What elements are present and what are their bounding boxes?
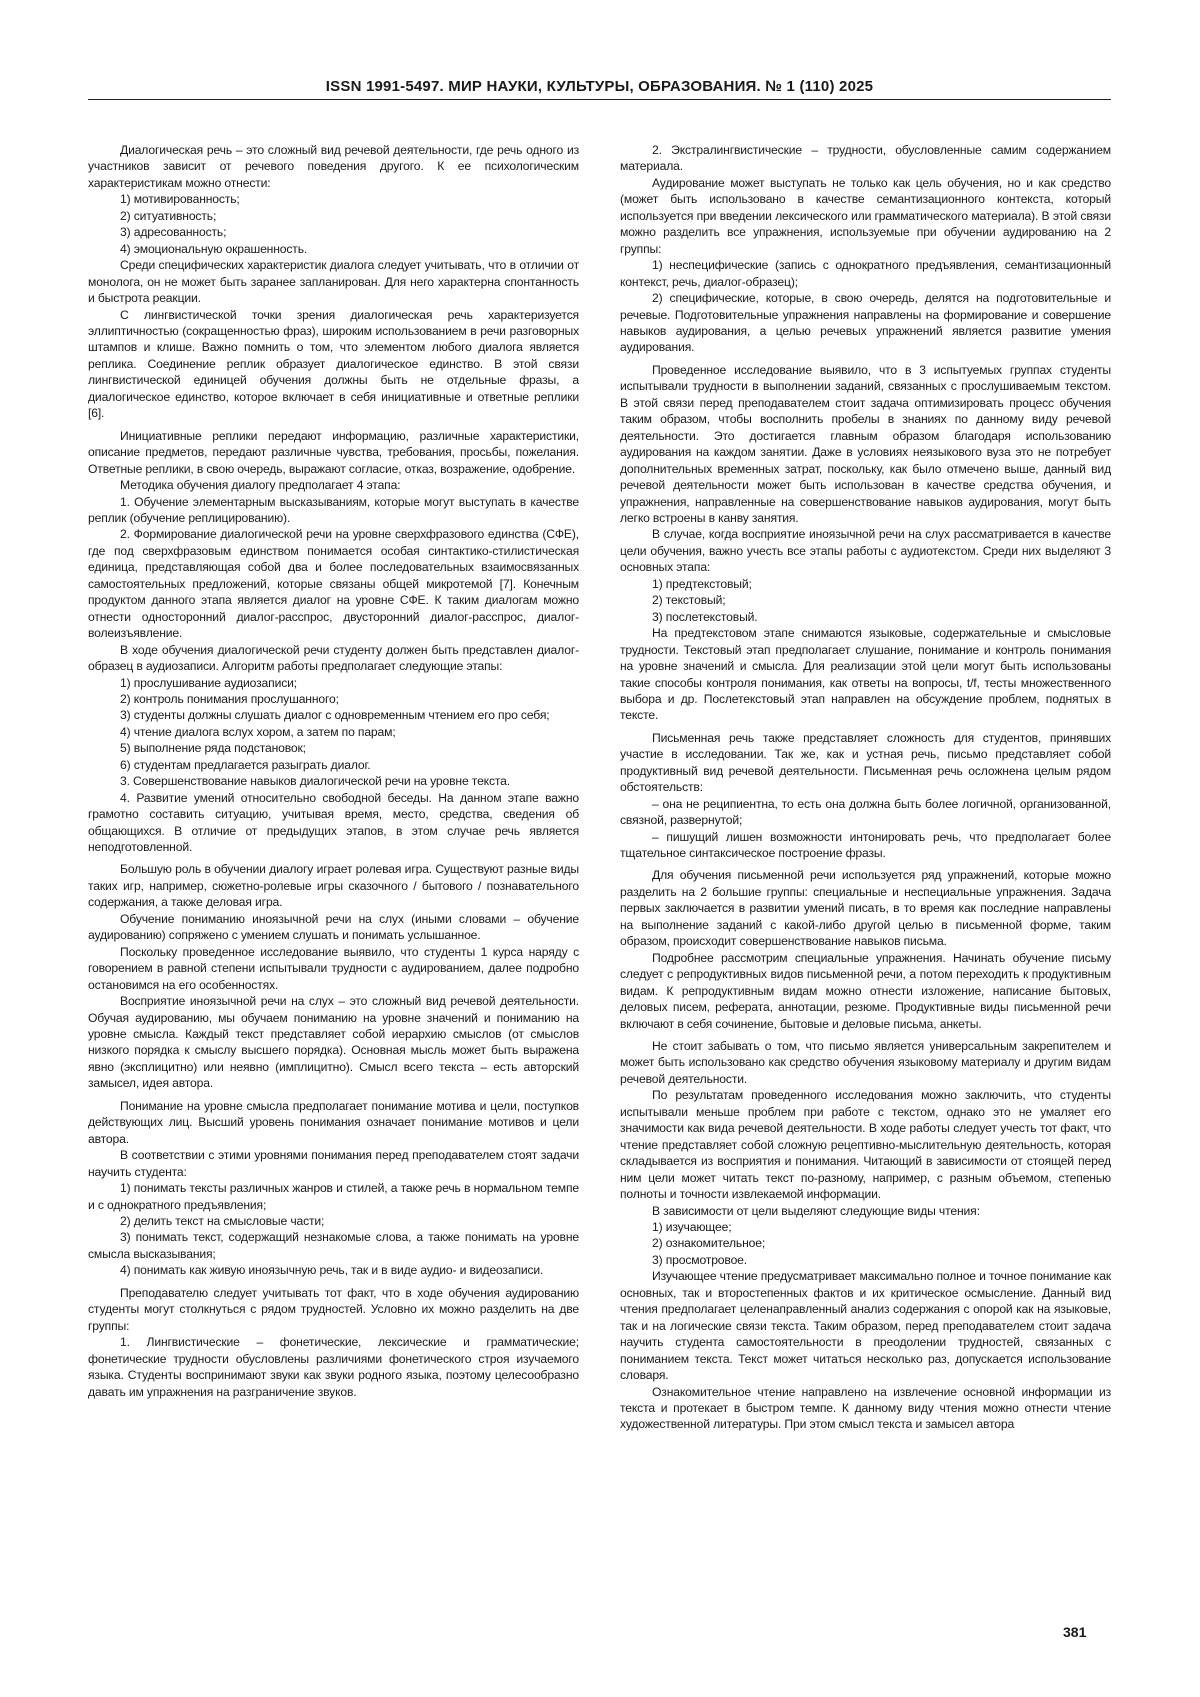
journal-header: ISSN 1991-5497. МИР НАУКИ, КУЛЬТУРЫ, ОБРАЗОВАНИЯ. № 1 (110) 2025 bbox=[88, 78, 1111, 95]
list-item: 2) делить текст на смысловые части; bbox=[88, 1213, 579, 1229]
list-item: 5) выполнение ряда подстановок; bbox=[88, 740, 579, 756]
paragraph: Проведенное исследование выявило, что в 3 испытуемых группах студенты испытывали трудности в выполнении заданий, связанных с прослушиваемым текстом. В этой связи перед преподавателем стоит задача оптимизировать процесс обучения таким образом, чтобы восполнить пробелы в знаниях по данному виду речевой деятельности. Это достигается главным образом благодаря использованию аудирования на каждом занятии. Даже в условиях неязыкового вуза это не потребует дополнительных временных затрат, поскольку, как было отмечено выше, данный вид речевой деятельности может быть использован в качестве средства обучения, и упражнения, направленные на совершенствование навыков аудирования, могут быть легко встроены в канву занятия. bbox=[620, 362, 1111, 527]
list-item: 1) прослушивание аудиозаписи; bbox=[88, 675, 579, 691]
paragraph: Диалогическая речь – это сложный вид речевой деятельности, где речь одного из участников зависит от речевого поведения другого. К ее психологическим характеристикам можно отнести: bbox=[88, 142, 579, 191]
list-item: 2) специфические, которые, в свою очередь, делятся на подготовительные и речевые. Подготовительные упражнения направлены на формирование и совершение навыков аудирования, а целью речевых упражнений является развитие умения аудирования. bbox=[620, 290, 1111, 356]
paragraph: Поскольку проведенное исследование выявило, что студенты 1 курса наряду с говорением в равной степени испытывали трудности с аудированием, далее подробно остановимся на его особенностях. bbox=[88, 944, 579, 993]
paragraph: 3. Совершенствование навыков диалогической речи на уровне текста. bbox=[88, 773, 579, 789]
list-item: 2) контроль понимания прослушанного; bbox=[88, 691, 579, 707]
list-item: 2) текстовый; bbox=[620, 592, 1111, 608]
paragraph: Письменная речь также представляет сложность для студентов, принявших участие в исследовании. Так же, как и устная речь, письмо представляет собой продуктивный вид речевой деятельности. Письменная речь осложнена целым рядом обстоятельств: bbox=[620, 730, 1111, 796]
paragraph: Большую роль в обучении диалогу играет ролевая игра. Существуют разные виды таких игр, например, сюжетно-ролевые игры сказочного / бытового / познавательного содержания, а также деловая игра. bbox=[88, 861, 579, 910]
paragraph: В соответствии с этими уровнями понимания перед преподавателем стоят задачи научить студента: bbox=[88, 1147, 579, 1180]
list-item: 3) студенты должны слушать диалог с одновременным чтением его про себя; bbox=[88, 707, 579, 723]
paragraph: 2. Формирование диалогической речи на уровне сверхфразового единства (СФЕ), где под сверхфразовым единством понимается особая синтактико-стилистическая единица, представляющая собой два и более последовательных взаимосвязанных самостоятельных предложений, которые связаны общей микротемой [7]. Конечным продуктом данного этапа является диалог на уровне СФЕ. К таким диалогам можно отнести односторонний диалог-расспрос, двусторонний диалог-расспрос, диалог-волеизъявление. bbox=[88, 526, 579, 641]
paragraph: Подробнее рассмотрим специальные упражнения. Начинать обучение письму следует с репродуктивных видов письменной речи, а потом переходить к продуктивным видам. К репродуктивным видам можно отнести изложение, написание бытовых, деловых писем, реферата, аннотации, резюме. Продуктивные виды письменной речи включают в себя сочинение, бытовые и деловые письма, анкеты. bbox=[620, 950, 1111, 1032]
paragraph: Инициативные реплики передают информацию, различные характеристики, описание предметов, передают различные чувства, требования, просьбы, пожелания. Ответные реплики, в свою очередь, выражают согласие, отказ, возражение, одобрение. bbox=[88, 428, 579, 477]
list-item: 3) понимать текст, содержащий незнакомые слова, а также понимать на уровне смысла высказывания; bbox=[88, 1229, 579, 1262]
paragraph: Понимание на уровне смысла предполагает понимание мотива и цели, поступков действующих лиц. Высший уровень понимания означает понимание мотивов и цели автора. bbox=[88, 1098, 579, 1147]
paragraph: Восприятие иноязычной речи на слух – это сложный вид речевой деятельности. Обучая аудированию, мы обучаем пониманию на уровне значений и пониманию на уровне смысла. Каждый текст представляет собой иерархию смыслов (от смыслов низкого порядка к смыслу высшего порядка). Основная мысль может быть выражена явно (эксплицитно) или неявно (имплицитно). Смысл всего текста – есть авторский замысел, идея автора. bbox=[88, 993, 579, 1092]
paragraph: Не стоит забывать о том, что письмо является универсальным закрепителем и может быть использовано как средство обучения языковому материалу и другим видам речевой деятельности. bbox=[620, 1038, 1111, 1087]
list-item: 1) изучающее; bbox=[620, 1219, 1111, 1235]
paragraph: 4. Развитие умений относительно свободной беседы. На данном этапе важно грамотно составить ситуацию, учитывая время, место, средства, сведения об общающихся. В отличие от предыдущих этапов, в этом случае речь является неподготовленной. bbox=[88, 790, 579, 856]
paragraph: Изучающее чтение предусматривает максимально полное и точное понимание как основных, так и второстепенных фактов и их критическое осмысление. Данный вид чтения предполагает целенаправленный анализ содержания с опорой как на языковые, так и на логические связи текста. Таким образом, перед преподавателем стоит задача научить студента самостоятельности в преодолении трудностей, связанных с пониманием текста. Текст может читаться несколько раз, допускается использование словаря. bbox=[620, 1268, 1111, 1383]
paragraph: Аудирование может выступать не только как цель обучения, но и как средство (может быть использовано в качестве семантизационного контекста, который используется при введении лексического или грамматического материала). В этой связи можно разделить все упражнения, используемые при обучении аудированию на 2 группы: bbox=[620, 175, 1111, 257]
list-item: 1) понимать тексты различных жанров и стилей, а также речь в нормальном темпе и с однократного предъявления; bbox=[88, 1180, 579, 1213]
paragraph: Для обучения письменной речи используется ряд упражнений, которые можно разделить на 2 большие группы: специальные и неспециальные упражнения. Задача первых заключается в развитии умений писать, в то время как последние направлены на выполнение заданий с какой-либо другой целью в письменной форме, таким образом, происходит совершенствование навыков письма. bbox=[620, 867, 1111, 949]
paragraph: В зависимости от цели выделяют следующие виды чтения: bbox=[620, 1203, 1111, 1219]
list-item: 6) студентам предлагается разыграть диалог. bbox=[88, 757, 579, 773]
paragraph: Среди специфических характеристик диалога следует учитывать, что в отличии от монолога, он не может быть заранее запланирован. Для него характерна спонтанность и быстрота реакции. bbox=[88, 257, 579, 306]
list-item: 1) мотивированность; bbox=[88, 191, 579, 207]
paragraph: 1. Обучение элементарным высказываниям, которые могут выступать в качестве реплик (обучение реплицированию). bbox=[88, 494, 579, 527]
list-item: 2) ознакомительное; bbox=[620, 1235, 1111, 1251]
paragraph: В случае, когда восприятие иноязычной речи на слух рассматривается в качестве цели обучения, важно учесть все этапы работы с аудиотекстом. Среди них выделяют 3 основных этапа: bbox=[620, 526, 1111, 575]
list-item: – пишущий лишен возможности интонировать речь, что предполагает более тщательное синтаксическое построение фразы. bbox=[620, 829, 1111, 862]
header-rule bbox=[88, 99, 1111, 100]
paragraph: 1. Лингвистические – фонетические, лексические и грамматические; фонетические трудности обусловлены различиями фонетического строя изучаемого языка. Студенты воспринимают звуки как звуки родного языка, поэтому целесообразно давать им упражнения на разграничение звуков. bbox=[88, 1334, 579, 1400]
paragraph: Ознакомительное чтение направлено на извлечение основной информации из текста и протекает в быстром темпе. К данному виду чтения можно отнести чтение художественной литературы. При этом смысл текста и замысел автора bbox=[620, 1384, 1111, 1433]
paragraph: Методика обучения диалогу предполагает 4 этапа: bbox=[88, 477, 579, 493]
list-item: 3) адресованность; bbox=[88, 224, 579, 240]
page-number: 381 bbox=[1063, 1624, 1086, 1640]
list-item: 4) эмоциональную окрашенность. bbox=[88, 241, 579, 257]
paragraph: По результатам проведенного исследования можно заключить, что студенты испытывали меньше проблем при работе с текстом, однако это не умаляет его значимости как вида речевой деятельности. В ходе работы следует учесть тот факт, что чтение представляет собой сложную рецептивно-мыслительную деятельность, которая складывается из восприятия и понимания. Читающий в зависимости от стоящей перед ним цели может читать текст по-разному, например, с разным объемом, степенью полноты и точности извлекаемой информации. bbox=[620, 1087, 1111, 1202]
paragraph: Преподавателю следует учитывать тот факт, что в ходе обучения аудированию студенты могут столкнуться с рядом трудностей. Условно их можно разделить на две группы: bbox=[88, 1285, 579, 1334]
list-item: 4) понимать как живую иноязычную речь, так и в виде аудио- и видеозаписи. bbox=[88, 1262, 579, 1278]
list-item: 4) чтение диалога вслух хором, а затем по парам; bbox=[88, 724, 579, 740]
paragraph: 2. Экстралингвистические – трудности, обусловленные самим содержанием материала. bbox=[620, 142, 1111, 175]
right-column bbox=[620, 142, 1111, 1433]
list-item: 1) неспецифические (запись с однократного предъявления, семантизационный контекст, речь, диалог-образец); bbox=[620, 257, 1111, 290]
list-item: 2) ситуативность; bbox=[88, 208, 579, 224]
left-column bbox=[88, 142, 579, 1400]
paragraph: Обучение пониманию иноязычной речи на слух (иными словами – обучение аудированию) сопряжено с умением слушать и понимать услышанное. bbox=[88, 911, 579, 944]
list-item: 3) послетекстовый. bbox=[620, 609, 1111, 625]
list-item: 1) предтекстовый; bbox=[620, 576, 1111, 592]
list-item: 3) просмотровое. bbox=[620, 1252, 1111, 1268]
paragraph: С лингвистической точки зрения диалогическая речь характеризуется эллиптичностью (сокращенностью фраз), широким использованием в речи разговорных штампов и клише. Важно помнить о том, что элементом любого диалога является реплика. Соединение реплик образует диалогическое единство. В этой связи лингвистической единицей обучения должны быть не отдельные фразы, а диалогическое единство, которое включает в себя инициативные и ответные реплики [6]. bbox=[88, 307, 579, 422]
paragraph: В ходе обучения диалогической речи студенту должен быть представлен диалог-образец в аудиозаписи. Алгоритм работы предполагает следующие этапы: bbox=[88, 642, 579, 675]
paragraph: На предтекстовом этапе снимаются языковые, содержательные и смысловые трудности. Текстовый этап предполагает слушание, понимание и контроль понимания на уровне значений и смысла. Для реализации этой цели могут быть использованы такие способы контроля понимания, как ответы на вопросы, t/f, тесты множественного выбора и др. Послетекстовый этап направлен на обсуждение проблем, поднятых в тексте. bbox=[620, 625, 1111, 724]
list-item: – она не реципиентна, то есть она должна быть более логичной, организованной, связной, развернутой; bbox=[620, 796, 1111, 829]
